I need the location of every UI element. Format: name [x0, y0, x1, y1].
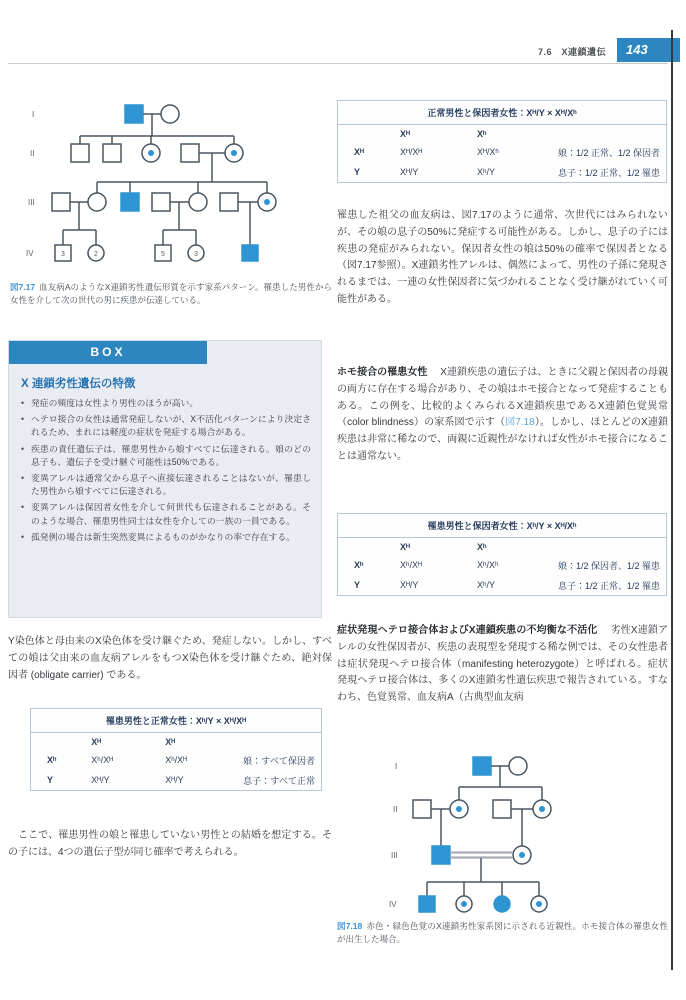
outcome-note: 娘：すべて保因者	[243, 755, 315, 766]
generation-label: I	[32, 110, 35, 119]
column-header: Xᴴ	[165, 736, 176, 747]
genotype-cell: Xᴴ/Y	[165, 775, 184, 785]
outcome-note: 娘：1/2 保因者、1/2 罹患	[557, 560, 660, 571]
table-title: 罹患男性と正常女性：Xʰ/Y × Xᴴ/Xᴴ	[31, 709, 321, 733]
table-row	[338, 142, 666, 162]
figure-caption-717	[10, 281, 332, 307]
carrier-dot	[461, 901, 467, 907]
column-header: Xʰ	[477, 541, 487, 552]
generation-label: IV	[26, 249, 34, 258]
table-row	[338, 162, 666, 182]
table-row	[31, 770, 321, 790]
box-title: X 連鎖劣性遺伝の特徴	[21, 378, 136, 390]
genotype-cell: Xʰ/Y	[477, 167, 495, 177]
section-header: 7.6 X連鎖遺伝	[537, 47, 606, 57]
affected-male-symbol	[432, 846, 450, 864]
outcome-note: 息子：1/2 正常、1/2 罹患	[557, 167, 660, 178]
generation-label: IV	[389, 900, 397, 909]
offspring-count: 3	[61, 251, 65, 258]
row-label: Y	[354, 167, 361, 177]
carrier-dot	[456, 806, 462, 812]
body-paragraph-with-heading	[337, 365, 668, 466]
row-label: Xʰ	[354, 560, 364, 570]
box-bullet: • 孤発例の場合は新生突然変異によるものがかなりの率で存在する。	[21, 531, 311, 544]
box-bullet: • 変異アレルは保因者女性を介して何世代も伝達されることがある。そのような場合、罹患男性同士は女性を介しての一族の一員である。	[21, 501, 311, 527]
figure-caption-text: 赤色・緑色色覚のX連鎖劣性家系図に示される近親性。ホモ接合体の罹患女性が出生した場合。	[337, 921, 668, 945]
body-paragraph-with-heading	[337, 623, 668, 707]
paragraph-text: X連鎖疾患の遺伝子は、ときに父親と保因者の母親の両方に存在する場合があり、その娘はホモ接合となって発症することもある。この例を、比較的よくみられるX連鎖疾患であるX連鎖色覚異常（color blindness）の家系図で示す（	[337, 367, 668, 429]
figure-label: 図7.18	[337, 921, 363, 931]
box-bullet: • 発症の頻度は女性より男性のほうが高い。	[21, 397, 311, 410]
figure-caption-718	[337, 920, 668, 946]
genotype-cell: Xʰ/Y	[477, 580, 495, 590]
generation-label: I	[395, 762, 398, 771]
genotype-cell: Xᴴ/Y	[91, 775, 110, 785]
genotype-cell: Xʰ/Xᴴ	[91, 755, 114, 765]
row-label: Y	[47, 775, 54, 785]
figure-label: 図7.17	[10, 282, 36, 292]
box-bullet: • 変異アレルは通常父から息子へ直接伝達されることはないが、罹患した男性から娘すべてに伝達される。	[21, 472, 311, 498]
runin-heading: ホモ接合の罹患女性	[337, 367, 428, 378]
section-heading: 症状発現ヘテロ接合体およびX連鎖疾患の不均衡な不活化	[337, 625, 598, 636]
carrier-dot	[264, 199, 270, 205]
row-label: Xᴴ	[354, 147, 364, 157]
generation-label: II	[393, 805, 398, 814]
genotype-cell: Xʰ/Xʰ	[477, 560, 499, 570]
carrier-dot	[539, 806, 545, 812]
generation-label: III	[28, 198, 35, 207]
column-header: Xᴴ	[400, 541, 410, 552]
generation-label: III	[391, 851, 398, 860]
affected-female-symbol	[494, 896, 510, 912]
box-bullet-list	[21, 397, 311, 544]
affected-male-symbol	[121, 193, 139, 211]
row-label: Y	[354, 580, 361, 590]
offspring-count: 2	[94, 251, 98, 258]
genotype-cell: Xᴴ/Xʰ	[477, 147, 499, 157]
table-title: 正常男性と保因者女性：Xᴴ/Y × Xᴴ/Xʰ	[338, 101, 666, 125]
generation-label: II	[30, 149, 35, 158]
carrier-dot	[148, 150, 154, 156]
punnett-table-right-1	[337, 100, 667, 183]
pedigree-chart-717	[18, 90, 330, 272]
affected-male-symbol	[473, 757, 491, 775]
column-header: Xʰ	[477, 128, 487, 139]
punnett-table-left	[30, 708, 322, 791]
body-paragraph: 罹患した祖父の血友病は、図7.17のように通常、次世代にはみられないが、その娘の息子の50%に発症する可能性がある。しかし、息子の子には疾患の発症がみられない。保因者女性の娘は50%の確率で保因者となる（図7.17参照）。X連鎖劣性アレルは、偶然によって、男性の子孫に発現されるまでは、一連の女性保因者に気づかれることなく受け継がれていく可能性がある。	[337, 210, 668, 305]
affected-male-symbol	[242, 245, 258, 261]
box-bullet: • 疾患の責任遺伝子は、罹患男性から娘すべてに伝達される。娘のどの息子も、遺伝子を受け継ぐ可能性は50%である。	[21, 443, 311, 469]
genotype-cell: Xᴴ/Y	[400, 167, 419, 177]
offspring-count: 3	[194, 251, 198, 258]
genotype-cell: Xᴴ/Y	[400, 580, 419, 590]
page-edge-line	[671, 30, 673, 970]
row-label: Xʰ	[47, 755, 57, 765]
table-row	[338, 575, 666, 595]
paragraph-text: 劣性X連鎖アレルの女性保因者が、疾患の表現型を発現する稀な例では、その女性患者は症状発現ヘテロ接合体（manifesting heterozygote）と呼ばれる。症状発現ヘテロ接合体は、多くのX連鎖劣性遺伝疾患で報告されている。すなわち、色覚異常、血友病A（古典型血友病	[337, 625, 669, 704]
figure-caption-text: 血友病AのようなX連鎖劣性遺伝形質を示す家系パターン。罹患した男性から女性を介して次の世代の男に疾患が伝達している。	[10, 282, 333, 306]
offspring-count: 5	[161, 251, 165, 258]
punnett-table-right-2	[337, 513, 667, 596]
body-paragraph: Y染色体と母由来のX染色体を受け継ぐため、発症しない。しかし、すべての娘は父由来の血友病アレルをもつX染色体を受け継ぐため、絶対保因者 (obligate carrier) である。	[8, 636, 332, 681]
genotype-cell: Xʰ/Xᴴ	[400, 560, 422, 570]
box-bullet: • ヘテロ接合の女性は通常発症しないが、X不活化パターンにより決定されるため、まれには軽度の症状を発症する場合がある。	[21, 413, 311, 439]
page-number-badge: 143	[617, 38, 680, 62]
genotype-cell: Xᴴ/Xᴴ	[400, 147, 423, 157]
carrier-dot	[519, 852, 525, 858]
header-divider	[8, 63, 668, 64]
outcome-note: 息子：すべて正常	[243, 775, 315, 786]
carrier-dot	[536, 901, 542, 907]
box-panel	[8, 340, 322, 618]
affected-male-symbol	[125, 105, 143, 123]
affected-male-symbol	[419, 896, 435, 912]
carrier-dot	[231, 150, 237, 156]
box-band: BOX	[9, 341, 207, 364]
table-row	[338, 555, 666, 575]
table-title: 罹患男性と保因者女性：Xʰ/Y × Xᴴ/Xʰ	[338, 514, 666, 538]
table-row	[31, 750, 321, 770]
pedigree-chart-718	[385, 737, 670, 917]
genotype-cell: Xʰ/Xᴴ	[165, 755, 188, 765]
outcome-note: 娘：1/2 正常、1/2 保因者	[557, 147, 660, 158]
outcome-note: 息子：1/2 正常、1/2 罹患	[557, 580, 660, 591]
paragraph-text: ）。しかし、ほとんどのX連鎖疾患は非常に稀なので、両親に近親性がなければ女性がホモ接合になることは通常ない。	[337, 417, 669, 462]
figure-reference-link[interactable]: 図7.18	[505, 417, 535, 429]
column-header: Xᴴ	[91, 736, 102, 747]
body-paragraph: ここで、罹患男性の娘と罹患していない男性との結婚を想定する。その子には、4つの遺伝子型が同じ確率で考えられる。	[8, 830, 332, 858]
column-header: Xᴴ	[400, 128, 410, 139]
